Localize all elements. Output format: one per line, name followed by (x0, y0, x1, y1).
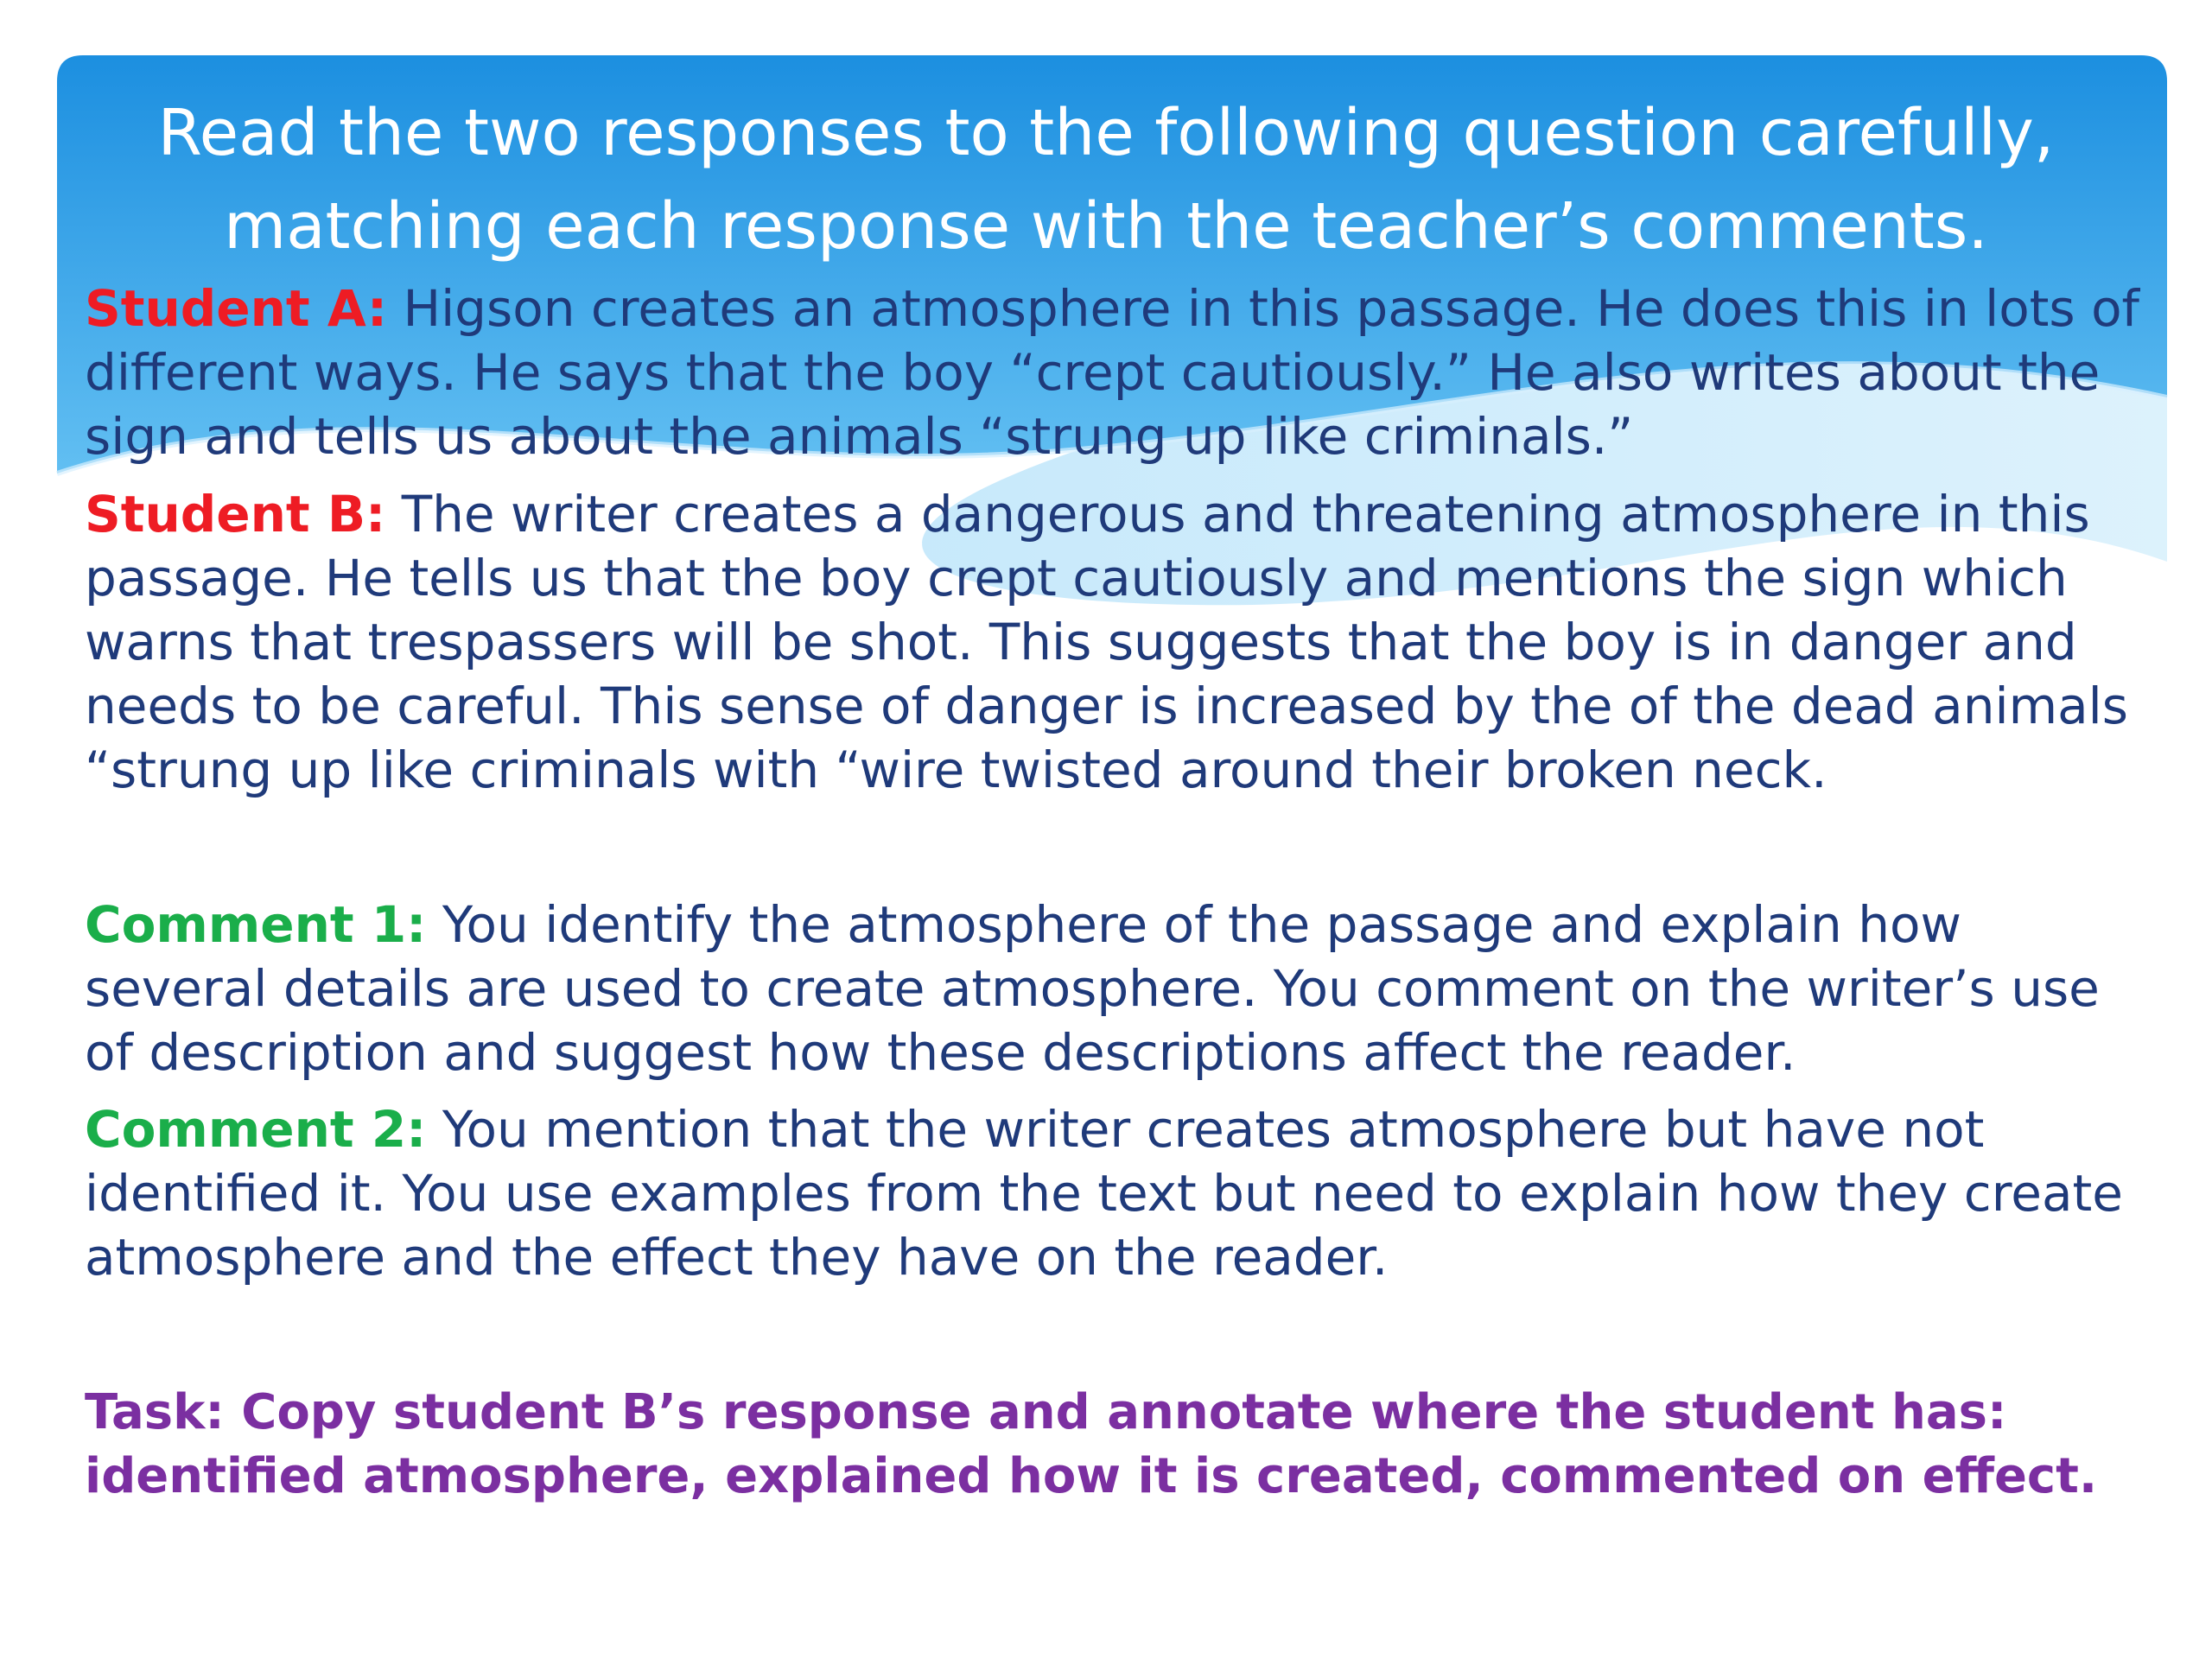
student-a-text: Higson creates an atmosphere in this passage. He does this in lots of different ways. He says that the boy “crept cautiously.” He also writes about the sign and tells us about the animals “strung up like criminals.” (85, 279, 2139, 466)
student-a-label: Student A: (85, 279, 388, 338)
comment-1-text: You identify the atmosphere of the passage and explain how several details are used to create atmosphere. You comment on the writer’s use of description and suggest how these descriptions affect the reader. (85, 895, 2100, 1082)
student-b-text: The writer creates a dangerous and threatening atmosphere in this passage. He tells us that the boy crept cautiously and mentions the sign which warns that trespassers will be shot. This suggests that the boy is in danger and needs to be careful. This sense of danger is increased by the of the dead animals “strung up like criminals with “wire twisted around their broken neck. (85, 485, 2128, 799)
student-b-label: Student B: (85, 485, 386, 543)
comment-1-label: Comment 1: (85, 895, 427, 954)
comment-1 (85, 893, 2141, 1084)
task-instruction: Task: Copy student B’s response and annotate where the student has: identified atmosphere, explained how it is created, commented on effect. (85, 1384, 2098, 1504)
slide-title: Read the two responses to the following question carefully, matching each response with the teacher’s comments. (157, 96, 2055, 264)
comment-2 (85, 1097, 2141, 1289)
comment-2-text: You mention that the writer creates atmosphere but have not identified it. You use examples from the text but need to explain how they create atmosphere and the effect they have on the reader. (85, 1100, 2123, 1287)
student-b-response (85, 482, 2141, 802)
student-a-response (85, 276, 2141, 468)
comment-2-label: Comment 2: (85, 1100, 427, 1159)
